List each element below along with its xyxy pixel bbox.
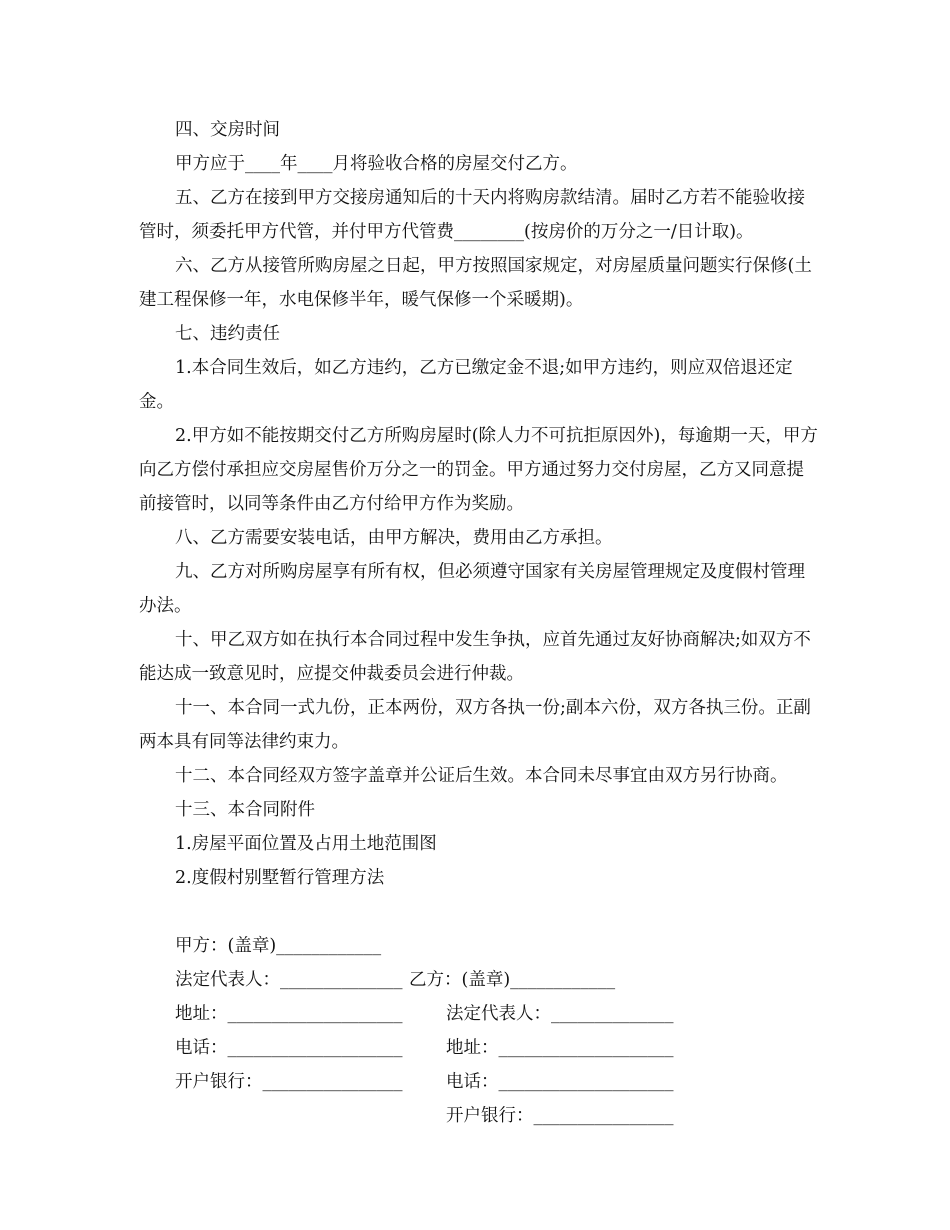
contract-body [139, 113, 819, 1126]
clause-8-telephone: 八、乙方需要安装电话，由甲方解决，费用由乙方承担。 [175, 528, 613, 548]
party-a-representative: 法定代表人：______________ [175, 970, 403, 990]
clause-5-payment: 五、乙方在接到甲方交接房通知后的十天内将购房款结清。届时乙方若不能验收接管时，须委托甲方代管，并付甲方代管费________(按房价的万分之一/日计取)。 [139, 188, 805, 242]
attachment-item-2: 2.度假村别墅暂行管理方法 [175, 868, 385, 888]
party-b-seal: 乙方：(盖章)____________ [409, 970, 616, 990]
clause-6-warranty: 六、乙方从接管所购房屋之日起，甲方按照国家规定，对房屋质量问题实行保修(土建工程保修一年，水电保修半年，暖气保修一个采暖期)。 [139, 256, 812, 310]
party-a-bank: 开户银行：________________ [175, 1072, 403, 1092]
party-b-phone: 电话：____________________ [446, 1072, 674, 1092]
party-a-phone: 电话：____________________ [175, 1038, 403, 1058]
party-a-address: 地址：____________________ [175, 1004, 403, 1024]
attachment-item-1: 1.房屋平面位置及占用土地范围图 [175, 834, 437, 854]
party-a-seal: 甲方：(盖章)____________ [175, 936, 382, 956]
clause-11-copies: 十一、本合同一式九份，正本两份，双方各执一份;副本六份，双方各执三份。正副两本具有同等法律约束力。 [139, 698, 811, 752]
breach-item-2: 2.甲方如不能按期交付乙方所购房屋时(除人力不可抗拒原因外)，每逾期一天，甲方向乙方偿付承担应交房屋售价万分之一的罚金。甲方通过努力交付房屋，乙方又同意提前接管时，以同等条件由乙方付给甲方作为奖励。 [139, 426, 818, 514]
section-heading-breach: 七、违约责任 [175, 324, 280, 344]
party-b-bank: 开户银行：________________ [446, 1106, 674, 1126]
clause-9-ownership: 九、乙方对所购房屋享有所有权，但必须遵守国家有关房屋管理规定及度假村管理办法。 [139, 562, 805, 616]
section-heading-delivery-time: 四、交房时间 [175, 120, 280, 140]
breach-item-1: 1.本合同生效后，如乙方违约，乙方已缴定金不退;如甲方违约，则应双倍退还定金。 [139, 358, 793, 412]
party-b-representative: 法定代表人：______________ [446, 1004, 674, 1024]
party-b-address: 地址：____________________ [446, 1038, 674, 1058]
section-heading-attachments: 十三、本合同附件 [175, 800, 315, 820]
paragraph-delivery-date: 甲方应于____年____月将验收合格的房屋交付乙方。 [175, 154, 578, 174]
clause-10-dispute: 十、甲乙双方如在执行本合同过程中发生争执，应首先通过友好协商解决;如双方不能达成一致意见时，应提交仲裁委员会进行仲裁。 [139, 630, 811, 684]
clause-12-effect: 十二、本合同经双方签字盖章并公证后生效。本合同未尽事宜由双方另行协商。 [175, 766, 788, 786]
